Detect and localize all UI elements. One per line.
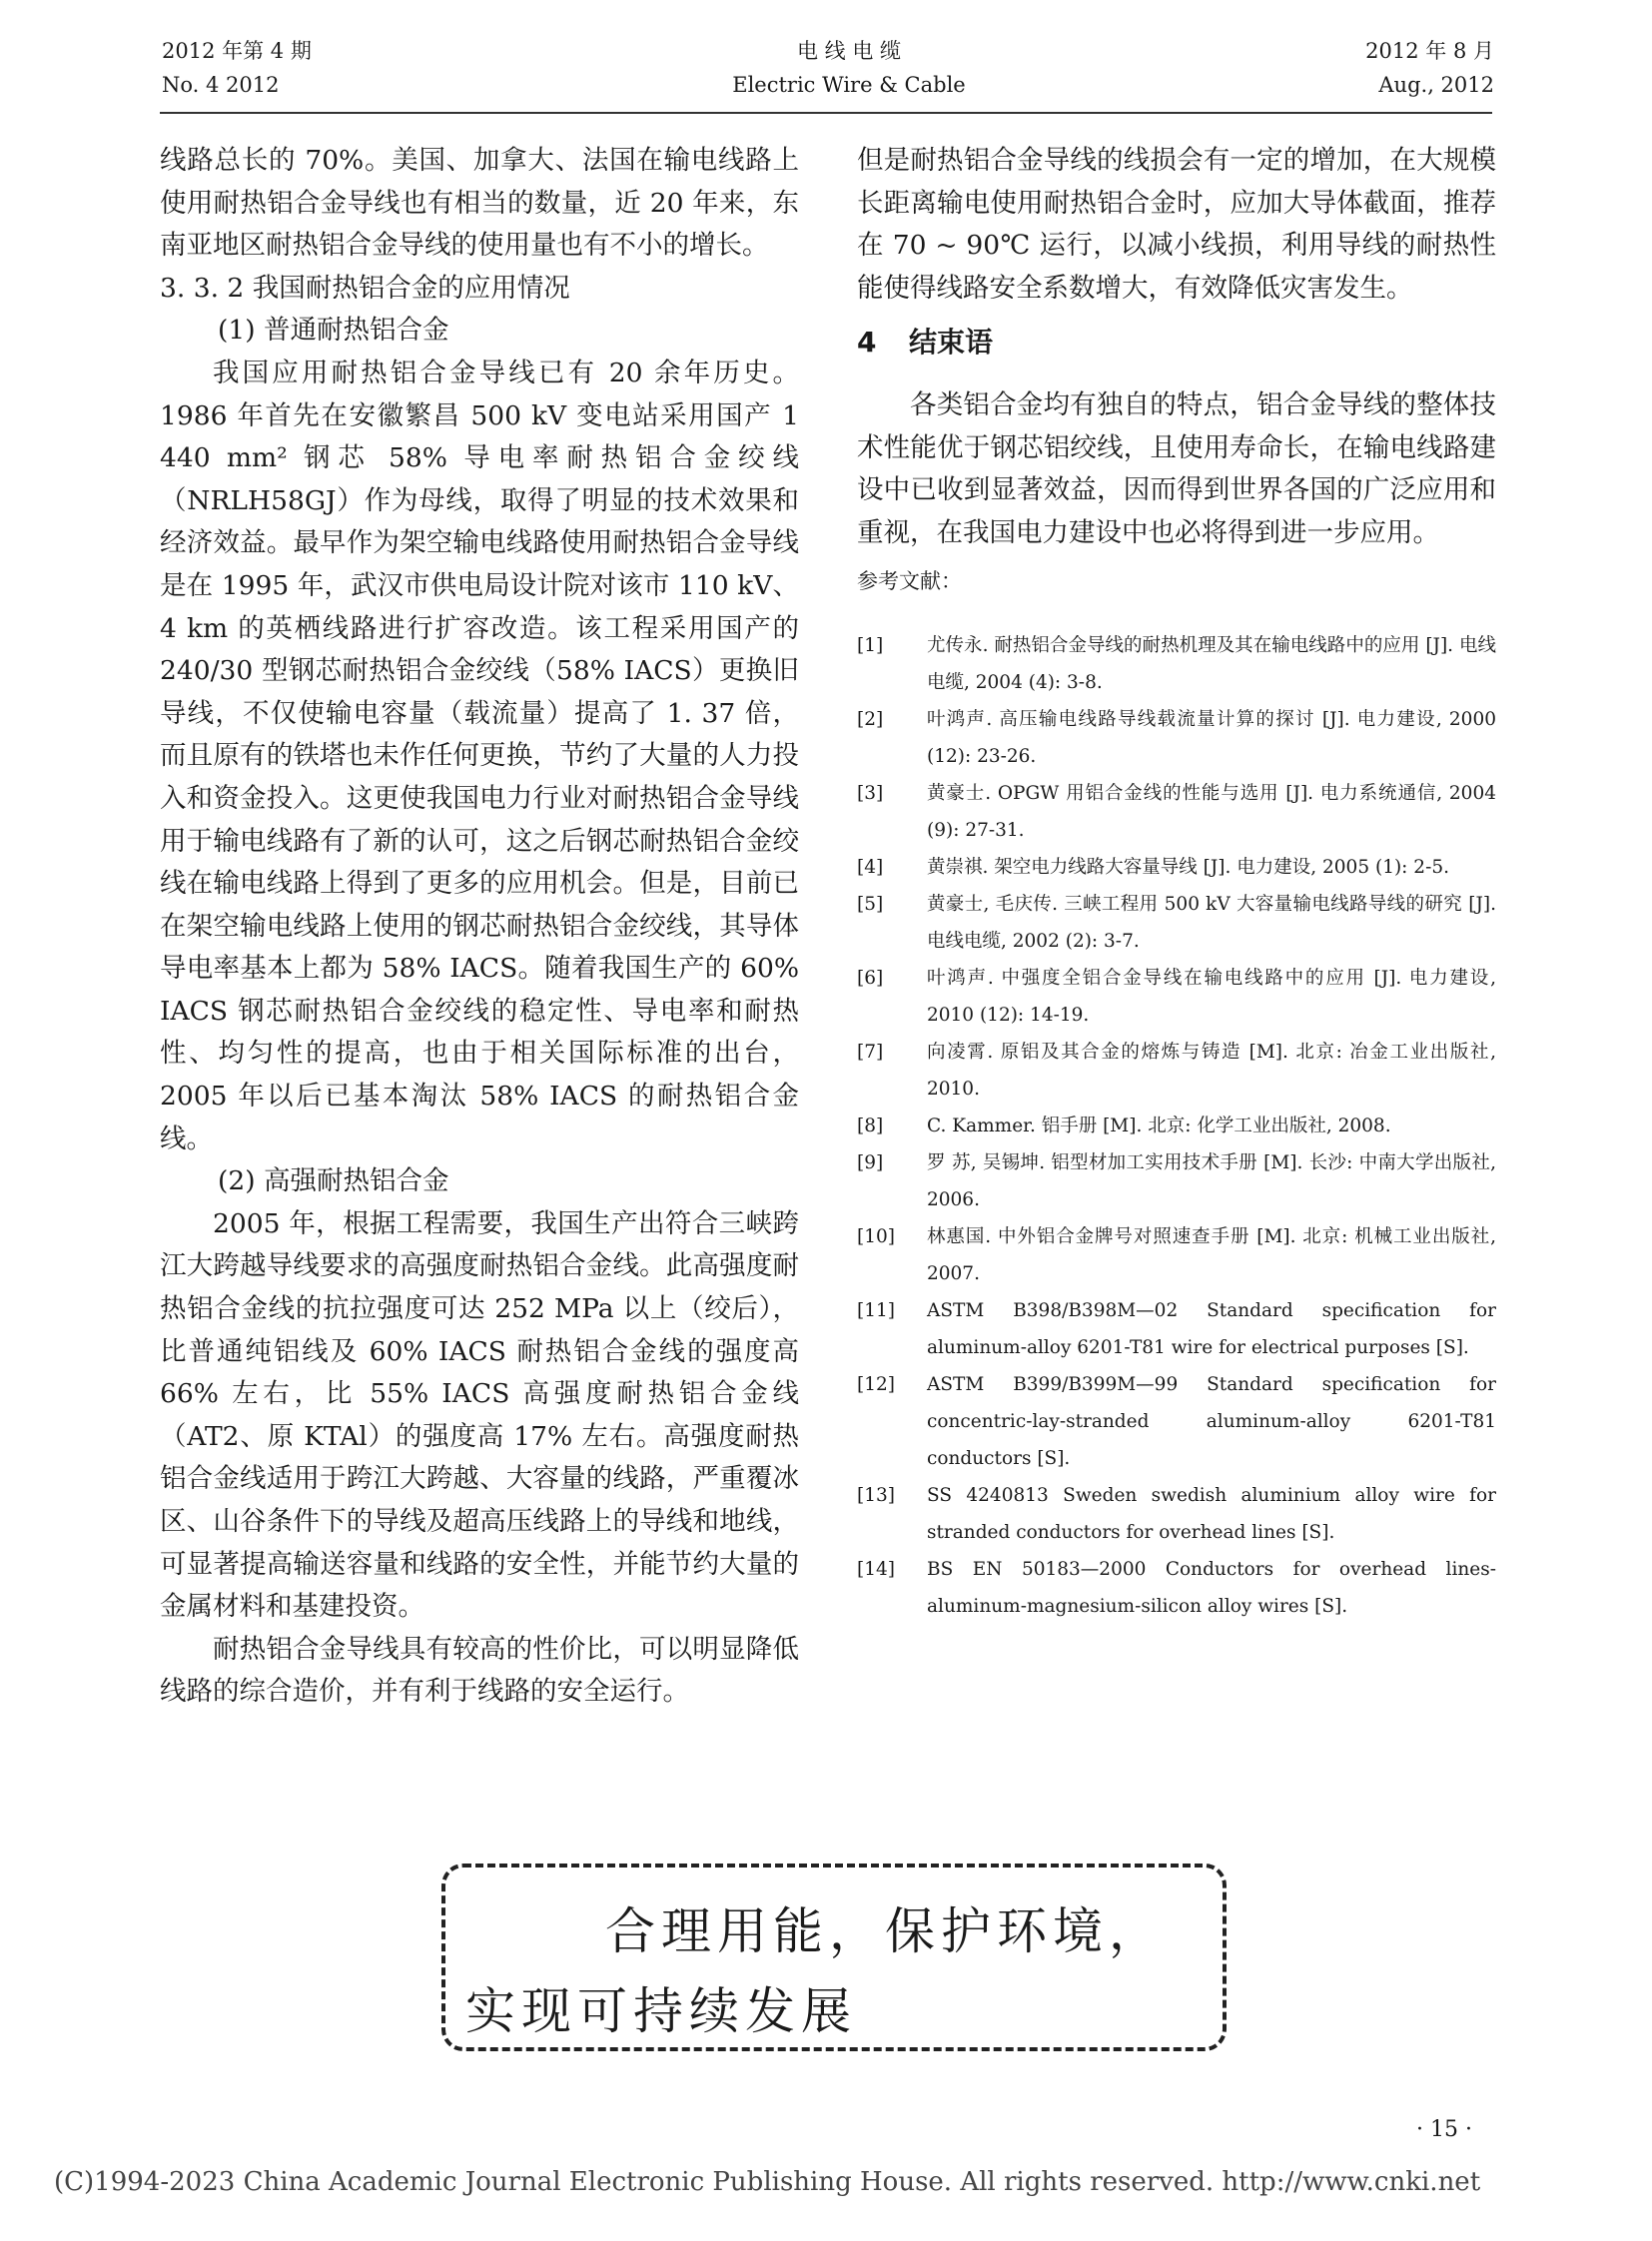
reference-number: [11]	[857, 1299, 895, 1321]
subheading-high-strength: (2) 高强耐热铝合金	[218, 1165, 449, 1197]
conclusion-paragraph: 各类铝合金均有独自的特点，铝合金导线的整体技术性能优于钢芯铝绞线，且使用寿命长，在输电线路建设中已收到显著效益，因而得到世界各国的广泛应用和重视，在我国电力建设中也必将得到进一步应用。	[857, 388, 1496, 548]
reference-number: [9]	[857, 1151, 884, 1173]
copyright-footer: (C)1994-2023 China Academic Journal Electronic Publishing House. All rights reserved. http://www.cnki.net	[54, 2167, 1481, 2197]
reference-item	[857, 701, 1496, 775]
section-heading-3-3-2: 3. 3. 2 我国耐热铝合金的应用情况	[160, 272, 570, 304]
reference-number: [1]	[857, 634, 884, 656]
left-column	[160, 140, 799, 1714]
reference-number: [4]	[857, 856, 884, 878]
reference-item	[857, 849, 1496, 886]
reference-item	[857, 775, 1496, 849]
header-date-cn: 2012 年 8 月	[1365, 39, 1494, 63]
header-journal	[699, 34, 999, 102]
subheading-ordinary: (1) 普通耐热铝合金	[218, 315, 449, 347]
section-title: 结束语	[909, 326, 994, 360]
reference-item	[857, 886, 1496, 960]
references-heading: 参考文献：	[857, 569, 962, 594]
left-paragraph-1: 线路总长的 70%。美国、加拿大、法国在输电线路上使用耐热铝合金导线也有相当的数量，近 20 年来，东南亚地区耐热铝合金导线的使用量也有不小的增长。	[160, 145, 799, 262]
left-paragraph-4: 耐热铝合金导线具有较高的性价比，可以明显降低线路的综合造价，并有利于线路的安全运行。	[160, 1633, 799, 1708]
reference-number: [12]	[857, 1373, 895, 1395]
reference-text: ASTM B398/B398M—02 Standard specification for aluminum-alloy 6201-T81 wire for electrical purposes [S].	[927, 1299, 1496, 1358]
reference-number: [3]	[857, 782, 884, 804]
reference-number: [5]	[857, 893, 884, 915]
reference-text: SS 4240813 Sweden swedish aluminium alloy wire for stranded conductors for overhead lines [S].	[927, 1484, 1496, 1543]
right-paragraph-1: 但是耐热铝合金导线的线损会有一定的增加，在大规模长距离输电使用耐热铝合金时，应加大导体截面，推荐在 70 ~ 90℃ 运行，以减小线损，利用导线的耐热性能使得线路安全系数增大，有效降低灾害发生。	[857, 145, 1496, 304]
slogan-line-2: 实现可持续发展	[465, 1982, 857, 2040]
reference-number: [13]	[857, 1484, 895, 1506]
section-heading-4	[857, 322, 1496, 365]
header-issue-en: No. 4 2012	[162, 73, 280, 97]
reference-text: 叶鸿声. 高压输电线路导线载流量计算的探讨 [J]. 电力建设, 2000 (12): 23-26.	[927, 708, 1496, 767]
reference-item	[857, 1477, 1496, 1551]
header-rule	[160, 112, 1492, 114]
reference-text: 罗 苏, 吴锡坤. 铝型材加工实用技术手册 [M]. 长沙: 中南大学出版社, 2006.	[927, 1151, 1496, 1210]
reference-item	[857, 1551, 1496, 1625]
section-number: 4	[857, 326, 877, 360]
header-journal-cn: 电 线 电 缆	[796, 39, 902, 63]
page-number: · 15 ·	[1416, 2117, 1472, 2142]
left-paragraph-3: 2005 年，根据工程需要，我国生产出符合三峡跨江大跨越导线要求的高强度耐热铝合金线。此高强度耐热铝合金线的抗拉强度可达 252 MPa 以上（绞后），比普通纯铝线及 60% IACS 耐热铝合金线的强度高 66% 左右，比 55% IACS 高强度耐热铝合金线（AT2、原 KTAl）的强度高 17% 左右。高强度耐热铝合金线适用于跨江大跨越、大容量的线路，严重覆冰区、山谷条件下的导线及超高压线路上的导线和地线，可显著提高输送容量和线路的安全性，并能节约大量的金属材料和基建投资。	[160, 1207, 799, 1623]
reference-text: C. Kammer. 铝手册 [M]. 北京: 化学工业出版社, 2008.	[927, 1115, 1391, 1136]
reference-item	[857, 960, 1496, 1034]
reference-number: [10]	[857, 1225, 895, 1247]
header-journal-en: Electric Wire & Cable	[732, 73, 966, 97]
reference-number: [2]	[857, 708, 884, 730]
reference-text: 黄崇祺. 架空电力线路大容量导线 [J]. 电力建设, 2005 (1): 2-5.	[927, 856, 1449, 878]
reference-item	[857, 1108, 1496, 1144]
left-paragraph-2: 我国应用耐热铝合金导线已有 20 余年历史。1986 年首先在安徽繁昌 500 kV 变电站采用国产 1 440 mm² 钢芯 58% 导电率耐热铝合金绞线（NRLH58GJ）作为母线，取得了明显的技术效果和经济效益。最早作为架空输电线路使用耐热铝合金导线是在 1995 年，武汉市供电局设计院对该市 110 kV、4 km 的英栖线路进行扩容改造。该工程采用国产的 240/30 型钢芯耐热铝合金绞线（58% IACS）更换旧导线，不仅使输电容量（载流量）提高了 1. 37 倍，而且原有的铁塔也未作任何更换，节约了大量的人力投入和资金投入。这更使我国电力行业对耐热铝合金导线用于输电线路有了新的认可，这之后钢芯耐热铝合金绞线在输电线路上得到了更多的应用机会。但是，目前已在架空输电线路上使用的钢芯耐热铝合金绞线，其导体导电率基本上都为 58% IACS。随着我国生产的 60% IACS 钢芯耐热铝合金绞线的稳定性、导电率和耐热性、均匀性的提高，也由于相关国际标准的出台，2005 年以后已基本淘汰 58% IACS 的耐热铝合金线。	[160, 357, 799, 1154]
reference-text: ASTM B399/B399M—99 Standard specification for concentric-lay-stranded aluminum-alloy 6201-T81 conductors [S].	[927, 1373, 1496, 1469]
reference-text: 叶鸿声. 中强度全铝合金导线在输电线路中的应用 [J]. 电力建设, 2010 (12): 14-19.	[927, 967, 1496, 1026]
reference-text: 黄豪士. OPGW 用铝合金线的性能与选用 [J]. 电力系统通信, 2004 (9): 27-31.	[927, 782, 1496, 841]
header-issue	[162, 34, 312, 102]
slogan-line-1: 合理用能，保护环境，	[605, 1902, 1165, 1960]
reference-text: 林惠国. 中外铝合金牌号对照速查手册 [M]. 北京: 机械工业出版社, 2007.	[927, 1225, 1496, 1284]
slogan-banner	[441, 1864, 1227, 2051]
reference-number: [7]	[857, 1041, 884, 1063]
reference-number: [14]	[857, 1558, 895, 1580]
reference-number: [8]	[857, 1115, 884, 1136]
reference-number: [6]	[857, 967, 884, 989]
reference-item	[857, 627, 1496, 701]
reference-text: 尤传永. 耐热铝合金导线的耐热机理及其在输电线路中的应用 [J]. 电线电缆, 2004 (4): 3-8.	[927, 634, 1496, 693]
reference-text: 黄豪士, 毛庆传. 三峡工程用 500 kV 大容量输电线路导线的研究 [J]. 电线电缆, 2002 (2): 3-7.	[927, 893, 1496, 952]
reference-item	[857, 1034, 1496, 1108]
right-column	[857, 140, 1496, 1625]
reference-item	[857, 1144, 1496, 1218]
reference-text: 向凌霄. 原铝及其合金的熔炼与铸造 [M]. 北京: 冶金工业出版社, 2010.	[927, 1041, 1496, 1100]
header-issue-cn: 2012 年第 4 期	[162, 39, 312, 63]
header-date	[1365, 34, 1494, 102]
reference-item	[857, 1218, 1496, 1292]
header-date-en: Aug., 2012	[1378, 73, 1494, 97]
reference-text: BS EN 50183—2000 Conductors for overhead lines-aluminum-magnesium-silicon alloy wires [S].	[927, 1558, 1496, 1617]
reference-item	[857, 1366, 1496, 1477]
reference-list	[857, 627, 1496, 1625]
reference-item	[857, 1292, 1496, 1366]
